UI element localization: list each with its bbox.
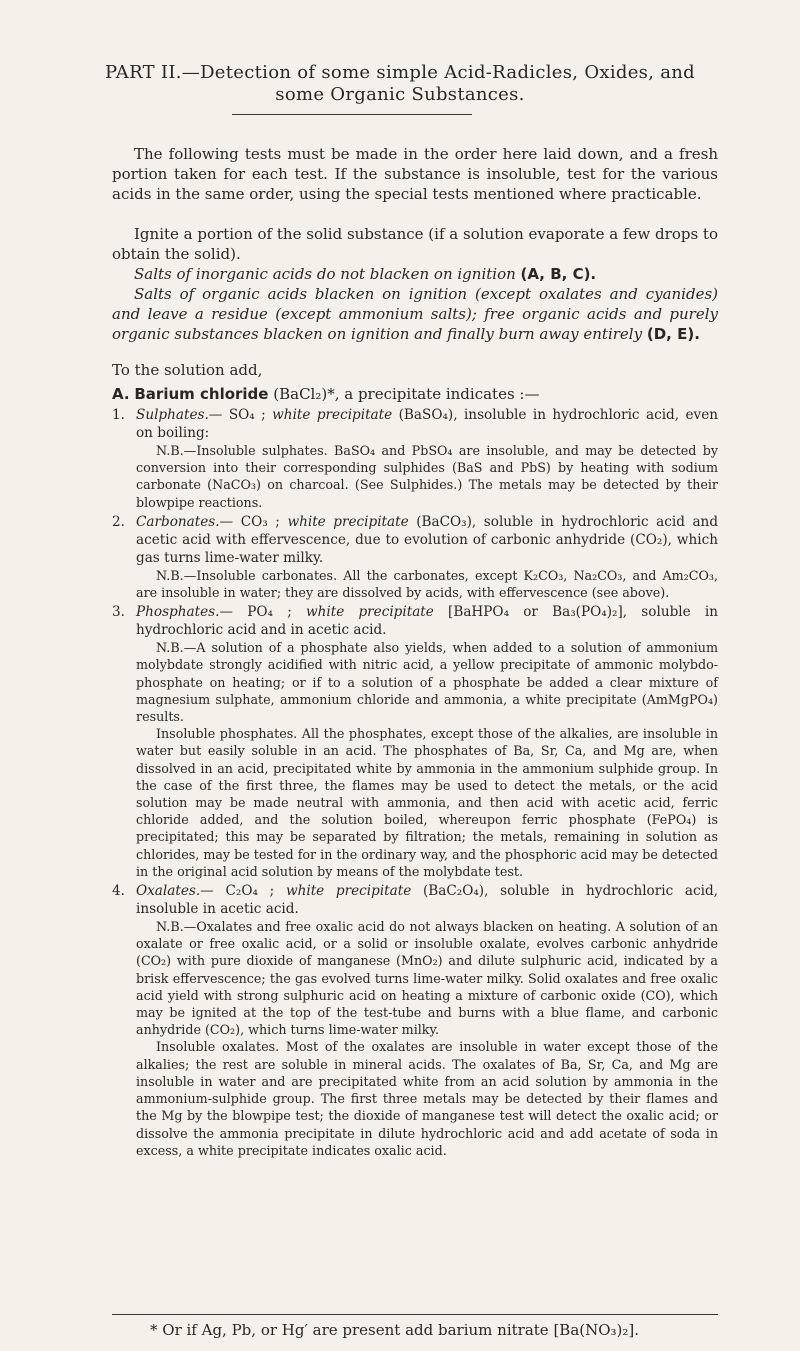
section-a-rest: (BaCl₂)*, a precipitate indicates :— [273, 385, 540, 403]
item-number: 1. [112, 407, 125, 423]
item-main [136, 406, 718, 442]
to-add-line: To the solution add, [112, 361, 263, 379]
intro-paragraph: The following tests must be made in the order here laid down, and a fresh portion taken for each test. If the substance is insoluble, test for the various acids in the same order, using the special tests mentioned where practicable. [112, 145, 718, 203]
item-formula: PO₄ ; [247, 604, 292, 621]
heading-line-1: PART II.—Detection of some simple Acid-Radicles, Oxides, and [105, 62, 695, 83]
item-main [136, 603, 718, 639]
section-a-reagent: Barium chloride [134, 385, 269, 403]
item-main [136, 882, 718, 918]
item-text: (BaC₂O₄), soluble in hydrochloric acid, insoluble in acetic acid. [136, 883, 718, 918]
item-note: N.B.—Insoluble carbonates. All the carbonates, except K₂CO₃, Na₂CO₃, and Am₂CO₃, are insoluble in water; they are dissolved by acids, with effervescence (see above). [136, 567, 718, 601]
test-item-carbonates [112, 513, 718, 601]
item-precipitate: white precipitate [287, 513, 409, 530]
item-note: N.B.—Insoluble sulphates. BaSO₄ and PbSO₄ are insoluble, and may be detected by conversion into their corresponding sulphides (BaS and PbS) by heating with sodium carbonate (NaCO₃) on charcoal. (See Sulphides.) The metals may be detected by their blowpipe reactions. [136, 443, 718, 510]
footnote-divider [112, 1314, 718, 1315]
ignition-section [112, 224, 718, 344]
item-title: Phosphates.— [136, 604, 234, 621]
organic-note-tags: (D, E). [646, 325, 700, 343]
ignite-instruction: Ignite a portion of the solid substance (if a solution evaporate a few drops to obtain the solid). [112, 225, 718, 263]
item-text: (BaCO₃), soluble in hydrochloric acid and acetic acid with effervescence, due to evolution of carbonic anhydride (CO₂), which gas turns lime-water milky. [136, 513, 719, 566]
item-note: N.B.—A solution of a phosphate also yields, when added to a solution of ammonium molybdate strongly acidified with nitric acid, a yellow precipitate of ammonic molybdo-phosphate on heating; or if to a solution of a phosphate be added a clear mixture of magnesium sulphate, ammonium chloride and ammonia, a white precipitate (AmMgPO₄) results. [136, 640, 718, 725]
organic-note-text: Salts of organic acids blacken on ignition (except oxalates and cyanides) and leave a residue (except ammonium salts); free organic acids and purely organic substances blacken on ignition and finally burn away entirely [112, 285, 718, 343]
inorganic-note-tags: (A, B, C). [520, 265, 597, 283]
item-precipitate: white precipitate [272, 407, 393, 423]
item-note-insoluble: Insoluble oxalates. Most of the oxalates are insoluble in water except those of the alkalies; the rest are soluble in mineral acids. The oxalates of Ba, Sr, Ca, and Mg are insoluble in water and are precipitated white from an acid solution by ammonia in the ammonium-sulphide group. The first three metals may be detected by their flames and the Mg by the blowpipe test; the dioxide of manganese test will detect the oxalic acid; or dissolve the ammonia precipitate in dilute hydrochloric acid and add acetate of soda in excess, a white precipitate indicates oxalic acid. [136, 1039, 718, 1158]
footnote: * Or if Ag, Pb, or Hg′ are present add barium nitrate [Ba(NO₃)₂]. [150, 1321, 640, 1339]
section-a-heading [112, 384, 718, 404]
item-precipitate: white precipitate [306, 604, 434, 621]
test-item-phosphates [112, 603, 718, 880]
item-title: Oxalates.— [136, 883, 214, 900]
item-formula: CO₃ ; [240, 513, 280, 530]
heading-divider [232, 114, 472, 115]
inorganic-note [112, 264, 718, 284]
item-title: Carbonates.— [136, 513, 234, 530]
item-title: Sulphates.— [136, 407, 223, 423]
item-formula: SO₄ ; [228, 407, 266, 423]
organic-note [112, 284, 718, 344]
heading-line-2: some Organic Substances. [275, 84, 525, 105]
item-number: 2. [112, 513, 125, 530]
item-note: N.B.—Oxalates and free oxalic acid do not always blacken on heating. A solution of an oxalate or free oxalic acid, or a solid or insoluble oxalate, evolves carbonic anhydride (CO₂) with pure dioxide of manganese (MnO₂) and dilute sulphuric acid, indicated by a brisk effervescence; the gas evolved turns lime-water milky. Solid oxalates and free oxalic acid yield with strong sulphuric acid on heating a mixture of carbonic oxide (CO), which may be ignited at the top of the test-tube and burns with a blue flame, and carbonic anhydride (CO₂), which turns lime-water milky. [136, 919, 718, 1038]
item-text: [BaHPO₄ or Ba₃(PO₄)₂], soluble in hydrochloric acid and in acetic acid. [136, 604, 718, 639]
test-item-oxalates [112, 882, 718, 1159]
inorganic-note-text: Salts of inorganic acids do not blacken on ignition [134, 265, 516, 283]
test-item-sulphates [112, 406, 718, 511]
item-number: 3. [112, 604, 125, 621]
item-main [136, 513, 718, 567]
page-heading [0, 62, 800, 106]
item-precipitate: white precipitate [285, 883, 412, 900]
section-a-letter: A. [112, 385, 130, 403]
item-text: (BaSO₄), insoluble in hydrochloric acid, even on boiling: [136, 407, 719, 441]
test-items [112, 406, 718, 1161]
item-number: 4. [112, 883, 125, 900]
item-formula: C₂O₄ ; [225, 883, 275, 900]
item-note-insoluble: Insoluble phosphates. All the phosphates, except those of the alkalies, are insoluble in water but easily soluble in an acid. The phosphates of Ba, Sr, Ca, and Mg are, when dissolved in an acid, precipitated white by ammonia in the ammonium sulphide group. In the case of the first three, the flames may be used to detect the metals, or the acid solution may be made neutral with ammonia, and then acid with acetic acid, ferric chloride added, and the solution boiled, whereupon ferric phosphate (FePO₄) is precipitated; this may be separated by filtration; the metals, remaining in solution as chlorides, may be tested for in the ordinary way, and the phosphoric acid may be detected in the original acid solution by means of the molybdate test. [136, 726, 718, 879]
